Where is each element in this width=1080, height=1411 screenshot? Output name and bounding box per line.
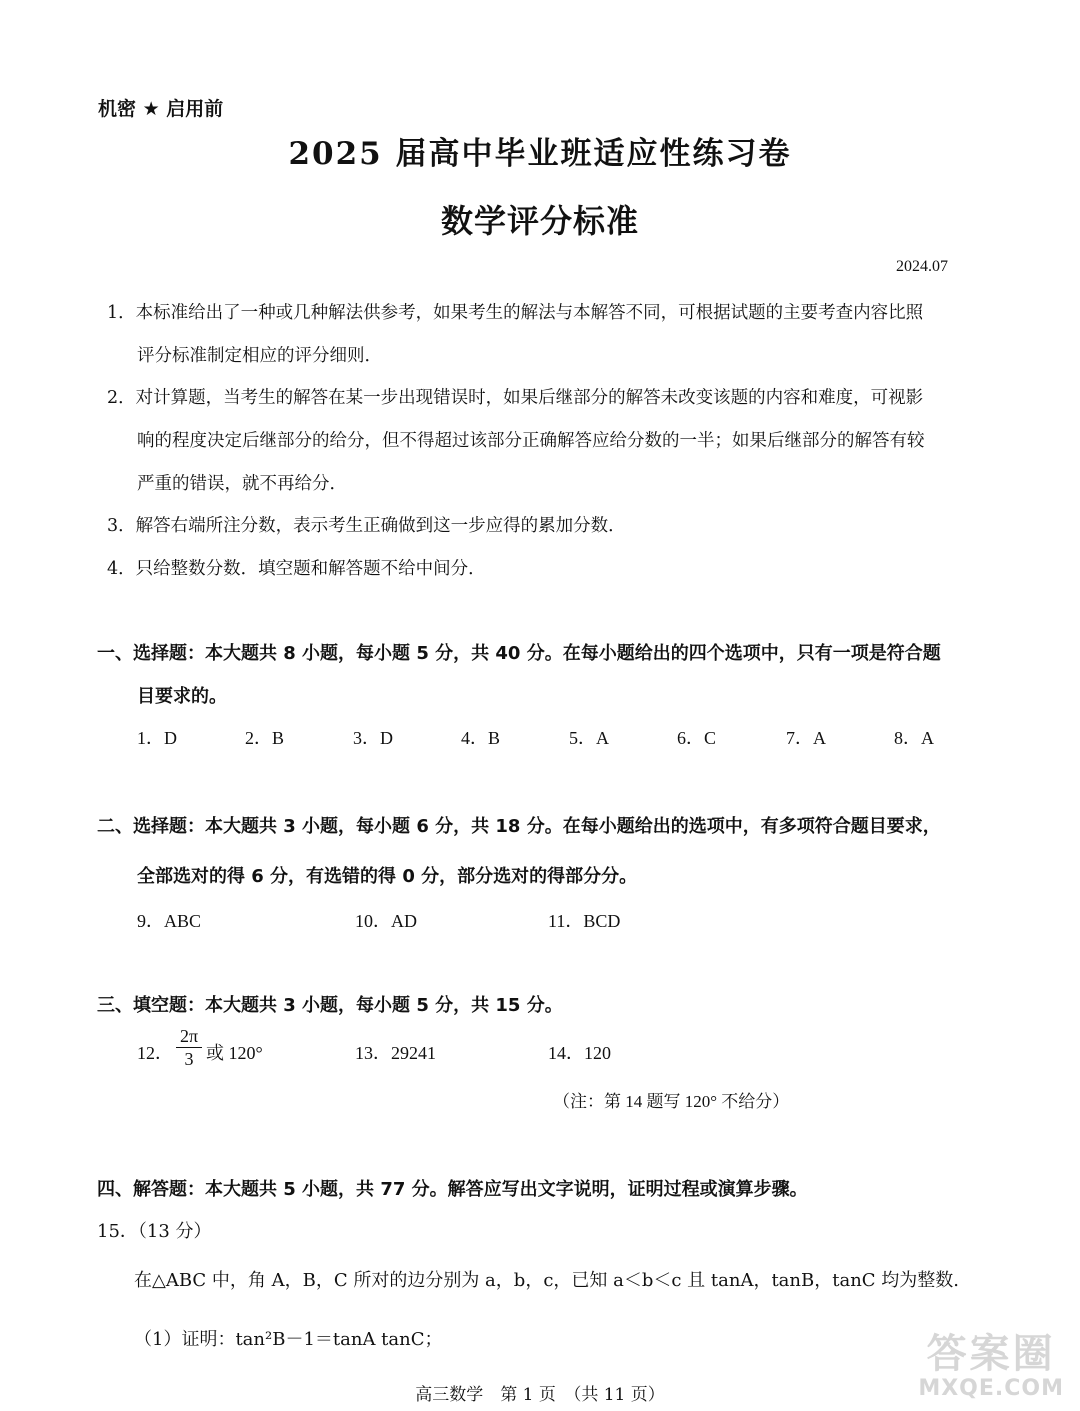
answer-7: 7．A: [786, 728, 826, 748]
fraction-denominator: 3: [184, 1049, 194, 1069]
watermark-logo: [918, 1332, 1064, 1402]
rule-1-line-2: 评分标准制定相应的评分细则．: [137, 346, 382, 366]
answer-14: 14．120: [548, 1043, 611, 1063]
answer-9: 9．ABC: [137, 911, 202, 931]
answer-12-fraction: [176, 1025, 202, 1070]
rule-2-line-3: 严重的错误，就不再给分．: [137, 474, 347, 494]
rule-3: 3．解答右端所注分数，表示考生正确做到这一步应得的累加分数．: [107, 516, 626, 536]
answer-10: 10．AD: [355, 911, 417, 931]
rule-2-line-2: 响的程度决定后继部分的给分，但不得超过该部分正确解答应给分数的一半；如果后继部分的解答有较: [137, 431, 925, 451]
exam-subtitle: 数学评分标准: [440, 202, 639, 240]
exam-date: 2024.07: [896, 258, 948, 275]
watermark-text: 答案圈: [926, 1331, 1056, 1377]
section-1-heading-line-2: 目要求的。: [137, 686, 227, 707]
answer-2: 2．B: [245, 728, 285, 748]
answer-5: 5．A: [569, 728, 609, 748]
question-15-stem: 在△ABC 中，角 A，B，C 所对的边分别为 a，b，c，已知 a＜b＜c 且 tanA，tanB，tanC 均为整数.: [134, 1270, 960, 1291]
answer-11: 11．BCD: [548, 911, 621, 931]
section-4-heading: 四、解答题：本大题共 5 小题，共 77 分。解答应写出文字说明，证明过程或演算步骤。: [97, 1179, 808, 1200]
answer-13: 13．29241: [355, 1043, 436, 1063]
section-2-heading-line-1: 二、选择题：本大题共 3 小题，每小题 6 分，共 18 分。在每小题给出的选项中，有多项符合题目要求，: [97, 816, 941, 837]
answer-6: 6．C: [677, 728, 717, 748]
rule-4: 4．只给整数分数．填空题和解答题不给中间分．: [107, 559, 486, 579]
section-1-heading-line-1: 一、选择题：本大题共 8 小题，每小题 5 分，共 40 分。在每小题给出的四个选项中，只有一项是符合题: [97, 643, 941, 664]
confidential-label: 机密 ★ 启用前: [98, 98, 224, 120]
section-3-heading: 三、填空题：本大题共 3 小题，每小题 5 分，共 15 分。: [97, 995, 563, 1016]
answer-3: 3．D: [353, 728, 393, 748]
question-15-label: 15．（13 分）: [97, 1221, 212, 1242]
answer-12-label: 12．: [137, 1043, 173, 1063]
exam-title: 2025 届高中毕业班适应性练习卷: [288, 136, 792, 172]
answer-4: 4．B: [461, 728, 501, 748]
question-15-part-1: （1）证明：tan²B－1＝tanA tanC；: [134, 1329, 443, 1350]
answer-8: 8．A: [894, 728, 934, 748]
answer-14-note: （注：第 14 题写 120° 不给分）: [553, 1092, 790, 1111]
section-2-heading-line-2: 全部选对的得 6 分，有选错的得 0 分，部分选对的得部分分。: [137, 866, 638, 887]
watermark-url: MXQE.COM: [918, 1376, 1064, 1401]
fraction-numerator: 2π: [176, 1025, 202, 1048]
answer-12-tail: 或 120°: [206, 1043, 263, 1063]
answer-1: 1．D: [137, 728, 177, 748]
rule-2-line-1: 2．对计算题，当考生的解答在某一步出现错误时，如果后继部分的解答未改变该题的内容和难度，可视影: [107, 388, 924, 408]
rule-1-line-1: 1．本标准给出了一种或几种解法供参考，如果考生的解法与本解答不同，可根据试题的主要考查内容比照: [107, 303, 924, 323]
page-footer: 高三数学 第 1 页 （共 11 页）: [415, 1385, 665, 1405]
